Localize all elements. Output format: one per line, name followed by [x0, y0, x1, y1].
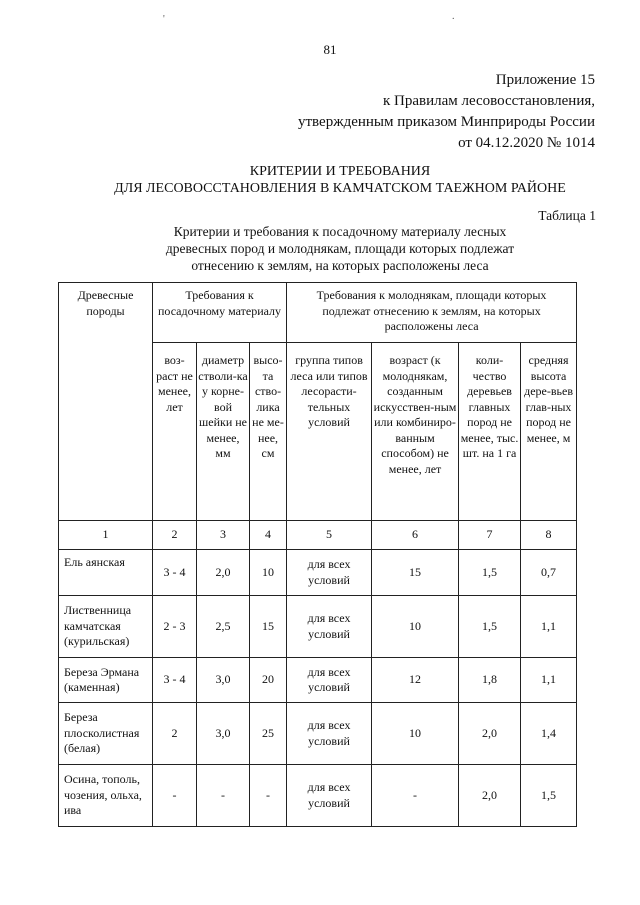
table-row — [59, 765, 577, 827]
appendix-line-4: от 04.12.2020 № 1014 — [458, 135, 595, 151]
header-species: Древесные породы — [59, 283, 153, 521]
species-cell: Береза Эрмана (каменная) — [59, 658, 153, 703]
header-col-5: группа типов леса или типов лесорасти-тельных условий — [287, 343, 372, 521]
column-number: 4 — [250, 521, 287, 550]
header-col-2: воз-раст не менее, лет — [153, 343, 197, 521]
count-cell: 1,5 — [459, 596, 521, 658]
header-col-6: возраст (к молоднякам, созданным искусствен-ным или комбиниро-ванным способом) не менее, лет — [372, 343, 459, 521]
stand-age-cell: 12 — [372, 658, 459, 703]
header-col-8: средняя высота дере-вьев глав-ных пород не менее, м — [521, 343, 577, 521]
table-label: Таблица 1 — [538, 208, 596, 223]
count-cell: 1,8 — [459, 658, 521, 703]
avg-height-cell: 1,1 — [521, 596, 577, 658]
caption-line-3: отнесению к землям, на которых расположены леса — [191, 258, 489, 273]
column-number: 6 — [372, 521, 459, 550]
column-number: 1 — [59, 521, 153, 550]
caption-line-2: древесных пород и молоднякам, площади которых подлежат — [165, 241, 515, 256]
height-cell: 15 — [250, 596, 287, 658]
header-col-3: диаметр стволи-ка у корне-вой шейки не менее, мм — [197, 343, 250, 521]
header-row-top — [59, 283, 577, 343]
table-row — [59, 596, 577, 658]
column-number: 3 — [197, 521, 250, 550]
species-cell: Осина, тополь, чозения, ольха, ива — [59, 765, 153, 827]
group-cell: для всех условий — [287, 703, 372, 765]
appendix-line-2: к Правилам лесовосстановления, — [382, 93, 595, 109]
diameter-cell: 3,0 — [197, 703, 250, 765]
table-row — [59, 658, 577, 703]
criteria-table — [58, 282, 577, 827]
page-number: 81 — [323, 42, 337, 57]
table-caption — [0, 223, 640, 274]
height-cell: - — [250, 765, 287, 827]
column-number-row — [59, 521, 577, 550]
age-cell: - — [153, 765, 197, 827]
diameter-cell: 2,0 — [197, 550, 250, 596]
group-cell: для всех условий — [287, 765, 372, 827]
table-row — [59, 703, 577, 765]
caption-line-1: Критерии и требования к посадочному материалу лесных — [173, 224, 507, 239]
title-line-2: ДЛЯ ЛЕСОВОССТАНОВЛЕНИЯ В КАМЧАТСКОМ ТАЕЖНОМ РАЙОНЕ — [114, 181, 566, 196]
avg-height-cell: 0,7 — [521, 550, 577, 596]
header-col-7: коли-чество деревьев главных пород не менее, тыс. шт. на 1 га — [459, 343, 521, 521]
group-cell: для всех условий — [287, 658, 372, 703]
age-cell: 2 - 3 — [153, 596, 197, 658]
avg-height-cell: 1,1 — [521, 658, 577, 703]
stand-age-cell: 10 — [372, 703, 459, 765]
group-cell: для всех условий — [287, 596, 372, 658]
species-cell: Береза плосколистная (белая) — [59, 703, 153, 765]
count-cell: 2,0 — [459, 765, 521, 827]
height-cell: 10 — [250, 550, 287, 596]
height-cell: 20 — [250, 658, 287, 703]
count-cell: 2,0 — [459, 703, 521, 765]
title-line-1: КРИТЕРИИ И ТРЕБОВАНИЯ — [249, 164, 431, 179]
header-planting-material: Требования к посадочному материалу — [153, 283, 287, 343]
height-cell: 25 — [250, 703, 287, 765]
age-cell: 3 - 4 — [153, 658, 197, 703]
appendix-line-3: утвержденным приказом Минприроды России — [298, 114, 595, 130]
column-number: 5 — [287, 521, 372, 550]
species-cell: Ель аянская — [59, 550, 153, 596]
column-number: 2 — [153, 521, 197, 550]
column-number: 8 — [521, 521, 577, 550]
diameter-cell: 3,0 — [197, 658, 250, 703]
count-cell: 1,5 — [459, 550, 521, 596]
avg-height-cell: 1,4 — [521, 703, 577, 765]
document-title — [0, 163, 640, 197]
stand-age-cell: 15 — [372, 550, 459, 596]
age-cell: 2 — [153, 703, 197, 765]
age-cell: 3 - 4 — [153, 550, 197, 596]
group-cell: для всех условий — [287, 550, 372, 596]
column-number: 7 — [459, 521, 521, 550]
stand-age-cell: 10 — [372, 596, 459, 658]
diameter-cell: - — [197, 765, 250, 827]
avg-height-cell: 1,5 — [521, 765, 577, 827]
appendix-line-1: Приложение 15 — [495, 72, 595, 88]
stand-age-cell: - — [372, 765, 459, 827]
scan-mark-left: ' — [163, 14, 165, 25]
scan-mark-right: . — [452, 11, 455, 22]
diameter-cell: 2,5 — [197, 596, 250, 658]
header-young-stands: Требования к молоднякам, площади которых подлежат отнесению к землям, на которых расположены леса — [287, 283, 577, 343]
table-row — [59, 550, 577, 596]
species-cell: Лиственница камчатская (курильская) — [59, 596, 153, 658]
appendix-block — [298, 70, 595, 154]
header-col-4: высо-та ство-лика не ме-нее, см — [250, 343, 287, 521]
